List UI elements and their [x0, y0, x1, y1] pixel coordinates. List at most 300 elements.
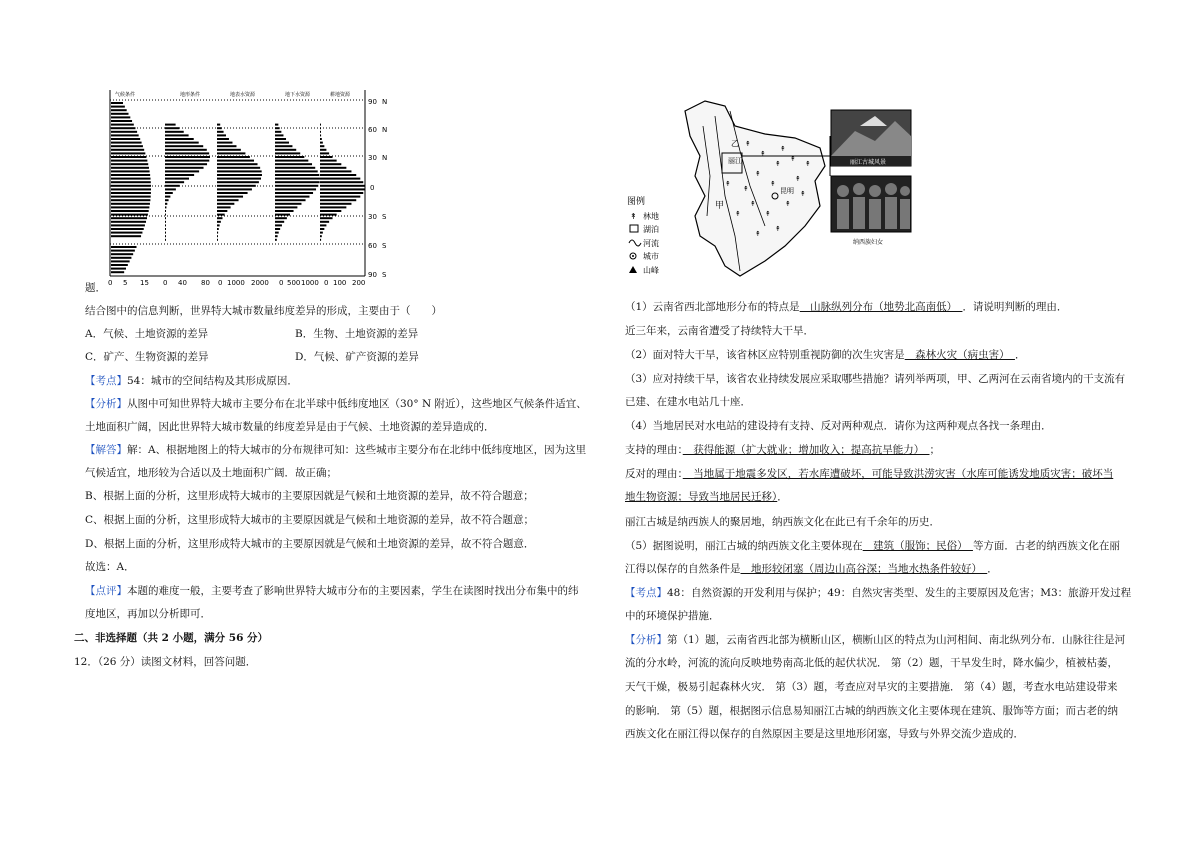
histogram-bar [165, 196, 170, 198]
histogram-bar [111, 145, 143, 147]
forest-icon: ↟ [770, 180, 776, 188]
histogram-bar [111, 170, 150, 172]
histogram-bar [217, 127, 222, 129]
q1-answer: 山脉纵列分布（地势北高南低） [799, 301, 963, 313]
histogram-bar [275, 199, 306, 201]
histogram-bar [165, 188, 176, 190]
forest-icon: ↟ [630, 212, 637, 221]
axis-tick: 100 [333, 279, 347, 287]
histogram-bar [275, 167, 315, 169]
axis-tick: 0 [108, 279, 113, 287]
fenxi-text: 天气干燥，极易引起森林火灾． 第（3）题，考查应对旱灾的主要措施． 第（4）题，考查水电站建设带来 [625, 681, 1118, 693]
histogram-bar [111, 178, 151, 180]
province-outline [685, 101, 825, 276]
histogram-bar [111, 232, 142, 234]
q5-2-suffix: ． [987, 563, 998, 575]
q1-prefix: （1）云南省西北部地形分布的特点是 [625, 301, 800, 313]
kaodian-tag: 【考点】 [625, 587, 667, 599]
fenxi-tag: 【分析】 [625, 634, 667, 646]
forest-icon: ↟ [805, 160, 811, 168]
histogram-bar [275, 163, 312, 165]
lat-label: 60 [368, 242, 377, 250]
fenxi-text: 西族文化在丽江得以保存的自然原因主要是这里地形闭塞，导致与外界交流少造成的． [625, 728, 1024, 740]
question-stub: 题． [85, 282, 106, 294]
histogram-bar [111, 113, 129, 115]
oppose-answer: 地生物资源；导致当地居民迁移） [625, 491, 778, 503]
histogram-bar [217, 206, 231, 208]
q2-prefix: （2）面对特大干旱，该省林区应特别重视防御的次生灾害是 [625, 349, 905, 361]
histogram-bar [165, 134, 189, 136]
lat-label: 90 [368, 98, 377, 106]
q5-line [625, 539, 1120, 553]
histogram-bar [320, 239, 321, 241]
support-prefix: 支持的理由： [625, 444, 683, 456]
histogram-bar [165, 138, 194, 140]
histogram-bar [275, 228, 280, 230]
lat-label: 90 [368, 271, 377, 279]
forest-icon: ↟ [743, 185, 749, 193]
forest-icon: ↟ [750, 200, 756, 208]
histogram-bar [165, 224, 166, 226]
histogram-bar [165, 181, 184, 183]
histogram-bar [111, 246, 137, 248]
question-12: 12．（26 分）读图文材料，回答问题． [74, 656, 257, 668]
histogram-bar [320, 124, 321, 126]
histogram-bar [320, 203, 351, 205]
lat-label: 30 [368, 154, 377, 162]
drought-text: 近三年来，云南省遭受了持续特大干旱． [625, 325, 814, 337]
histogram-bar [275, 221, 284, 223]
q3-text: 已建、在建水电站几十座． [625, 396, 751, 408]
histogram-bar [165, 210, 166, 212]
histogram-bar [111, 224, 145, 226]
q4-text: （4）当地居民对水电站的建设持有支持、反对两种观点．请你为这两种观点各找一条理由． [625, 420, 1052, 432]
axis-tick: 200 [352, 279, 366, 287]
histogram-bar [165, 178, 189, 180]
q5-prefix: （5）据图说明，丽江古城的纳西族文化主要体现在 [625, 540, 863, 552]
forest-icon: ↟ [760, 150, 766, 158]
forest-icon: ↟ [785, 200, 791, 208]
histogram-bar [111, 271, 124, 273]
histogram-bar [275, 239, 277, 241]
fenxi-text: 的影响． 第（5）题，根据图示信息易知丽江古城的纳西族文化主要体现在建筑、服饰等方面；而古老的纳 [625, 705, 1119, 717]
histogram-bar [217, 239, 218, 241]
histogram-bar [217, 217, 223, 219]
naxi-text: 丽江古城是纳西族人的聚居地，纳西族文化在此已有千余年的历史． [625, 516, 940, 528]
forest-icon: ↟ [795, 175, 801, 183]
histogram-bar [275, 131, 281, 133]
histogram-bar [275, 196, 309, 198]
fenxi-text: 流的分水岭，河流的流向反映地势南高北低的起伏状况． 第（2）题，干旱发生时，降水偏少，植被枯萎， [625, 657, 1119, 669]
lat-label: N [382, 126, 388, 134]
histogram-bar [320, 188, 365, 190]
fenxi-tag: 【分析】 [85, 398, 127, 410]
lat-label: 60 [368, 126, 377, 134]
histogram-bar [165, 152, 209, 154]
histogram-bar [165, 160, 209, 162]
histogram-bar [111, 102, 123, 104]
histogram-bar [165, 163, 207, 165]
histogram-bar [111, 221, 146, 223]
histogram-bar [165, 174, 194, 176]
histogram-bar [275, 181, 320, 183]
histogram-bar [320, 235, 322, 237]
histogram-bar [320, 192, 363, 194]
histogram-bar [111, 106, 125, 108]
histogram-bar [165, 192, 173, 194]
axis-tick: 80 [201, 279, 210, 287]
histogram-bar [217, 145, 236, 147]
yunnan-map-figure [625, 96, 925, 286]
photo2-caption: 纳西族妇女 [853, 239, 884, 246]
histogram-bar [111, 214, 148, 216]
histogram-bar [165, 232, 166, 234]
histogram-bar [275, 152, 300, 154]
histogram-bar [320, 210, 341, 212]
histogram-bar [320, 228, 324, 230]
histogram-bar [217, 188, 252, 190]
histogram-bar [217, 196, 243, 198]
oppose-line [625, 467, 1113, 481]
q5-answer: 建筑（服饰；民俗） [862, 540, 973, 552]
lat-label: N [382, 154, 388, 162]
histogram-bar [217, 134, 226, 136]
histogram-bar [165, 170, 199, 172]
axis-tick: 2000 [251, 279, 269, 287]
histogram-bar [320, 217, 333, 219]
lake-icon [630, 225, 638, 232]
q2-suffix: ． [1014, 349, 1026, 361]
axis-tick: 500 [287, 279, 301, 287]
dianping-text: 度地区，再加以分析即可． [85, 608, 211, 620]
histogram-bar [275, 174, 319, 176]
histogram-bar [217, 228, 219, 230]
forest-icon: ↟ [800, 190, 806, 198]
q5-mid: 等方面．古老的纳西族文化在丽 [972, 540, 1120, 552]
histogram-bar [217, 235, 218, 237]
jieda-c: C、根据上面的分析，这里形成特大城市的主要原因就是气候和土地资源的差异，故不符合题意； [85, 514, 535, 526]
support-suffix: ； [929, 444, 940, 456]
forest-icon: ↟ [775, 160, 781, 168]
histogram-bar [217, 163, 258, 165]
histogram-bar [111, 196, 151, 198]
panel-title: 地形条件 [180, 92, 201, 98]
histogram-bar [165, 235, 166, 237]
histogram-bar [275, 178, 320, 180]
q1-suffix: ．请说明判断的理由． [962, 301, 1068, 313]
city-kunming: 昆明 [780, 187, 794, 195]
kaodian-text: 中的环境保护措施． [625, 610, 720, 622]
mountain-peak-icon [629, 266, 637, 273]
q3-text: （3）应对持续干旱，该省农业持续发展应采取哪些措施？请列举两项，甲、乙两河在云南省境内的干支流有 [625, 373, 1126, 385]
q5-2-answer: 地形较闭塞（周边山高谷深；当地水热条件较好） [740, 563, 988, 575]
fenxi-line [625, 633, 1125, 647]
histogram-bar [320, 178, 360, 180]
histogram-bar [275, 235, 278, 237]
histogram-bar [111, 124, 134, 126]
panel-title: 耕地资源 [330, 92, 351, 98]
river-icon [629, 240, 641, 246]
histogram-bar [111, 188, 151, 190]
histogram-bar [111, 250, 135, 252]
latitude-histogram-figure [105, 88, 435, 288]
kaodian-text: 54：城市的空间结构及其形成原因． [127, 375, 298, 387]
oppose-answer: 当地属于地震多发区，若水库遭破坏，可能导致洪涝灾害（水库可能诱发地质灾害；破坏当 [682, 468, 1114, 480]
histogram-bar [275, 160, 308, 162]
jieda-text: 气候适宜，地形较为合适以及土地面积广阔．故正确； [85, 467, 337, 479]
axis-tick: 0 [218, 279, 223, 287]
q5-line-2 [625, 562, 998, 576]
axis-tick: 5 [123, 279, 128, 287]
kaodian-tag: 【考点】 [85, 375, 127, 387]
histogram-bar [275, 138, 286, 140]
histogram-bar [320, 167, 346, 169]
panel-title: 地表水资源 [230, 92, 256, 98]
histogram-bar [111, 235, 141, 237]
histogram-bar [111, 228, 144, 230]
oppose-suffix: ． [777, 491, 788, 503]
histogram-bar [165, 149, 207, 151]
histogram-bar [165, 203, 167, 205]
histogram-bar [320, 152, 329, 154]
histogram-bar [320, 170, 351, 172]
fenxi-line [85, 397, 587, 411]
histogram-bar [165, 221, 166, 223]
histogram-bar [165, 214, 166, 216]
legend-item: 山峰 [643, 266, 659, 275]
q2-line [625, 348, 1025, 362]
option-c: C．矿产、生物资源的差异 [85, 351, 209, 363]
histogram-bar [275, 232, 279, 234]
q5-2-prefix: 江得以保存的自然条件是 [625, 563, 741, 575]
histogram-bar [111, 268, 126, 270]
kaodian-line [625, 586, 1131, 600]
panel-title: 地下水资源 [285, 92, 311, 98]
histogram-bar [320, 142, 323, 144]
lat-label: S [382, 271, 387, 279]
fenxi-text: 第（1）题，云南省西北部为横断山区，横断山区的特点为山河相间、南北纵列分布．山脉往往是河 [667, 634, 1126, 646]
label-yi: 乙 [731, 139, 739, 148]
histogram-bar [275, 210, 294, 212]
histogram-bar [320, 163, 341, 165]
lat-label: S [382, 242, 387, 250]
panel-title: 气候条件 [115, 92, 136, 98]
answer-choice: 故选：A． [85, 561, 135, 573]
histogram-bar [217, 152, 245, 154]
histogram-bar [217, 149, 241, 151]
histogram-bar [111, 142, 142, 144]
forest-icon: ↟ [790, 155, 796, 163]
axis-tick: 0 [324, 279, 329, 287]
histogram-bar [217, 138, 229, 140]
kaodian-text: 48：自然资源的开发利用与保护；49：自然灾害类型、发生的主要原因及危害；M3：旅游开发过程 [667, 587, 1132, 599]
oppose-prefix: 反对的理由： [625, 468, 683, 480]
histogram-bar [217, 174, 262, 176]
histogram-bar [275, 224, 282, 226]
support-answer: 获得能源（扩大就业；增加收入；提高抗旱能力） [682, 444, 930, 456]
section-heading: 二、非选择题（共 2 小题，满分 56 分） [74, 632, 269, 644]
lat-label: 0 [370, 184, 375, 192]
histogram-bar [165, 239, 166, 241]
axis-tick: 15 [140, 279, 149, 287]
dianping-line [85, 584, 579, 598]
histogram-bar [217, 142, 232, 144]
histogram-bar [165, 217, 166, 219]
histogram-bar [111, 257, 131, 259]
histogram-bar [217, 224, 220, 226]
histogram-bar [111, 203, 150, 205]
histogram-bar [111, 120, 132, 122]
histogram-bar [111, 116, 130, 118]
photo1-caption: 丽江古城风景 [850, 159, 887, 166]
lat-label: N [382, 98, 388, 106]
forest-icon: ↟ [765, 210, 771, 218]
histogram-bar [111, 199, 150, 201]
histogram-bar [275, 134, 283, 136]
kaodian-line [85, 374, 298, 388]
histogram-bar [217, 167, 260, 169]
histogram-bar [111, 206, 149, 208]
jieda-line [85, 443, 586, 457]
histogram-bar [275, 124, 278, 126]
forest-icon: ↟ [745, 140, 751, 148]
histogram-bar [111, 181, 151, 183]
histogram-bar [111, 210, 149, 212]
histogram-bar [217, 160, 254, 162]
histogram-bar [217, 214, 225, 216]
histogram-bar [217, 232, 218, 234]
legend-item: 林地 [643, 212, 659, 221]
histogram-bar [111, 260, 130, 262]
histogram-bar [275, 145, 292, 147]
histogram-bar [320, 221, 329, 223]
histogram-bar [217, 210, 227, 212]
histogram-bar [275, 149, 296, 151]
q1-line [625, 300, 1067, 314]
jieda-b: B、根据上面的分析，这里形成特大城市的主要原因就是气候和土地资源的差异，故不符合题意； [85, 490, 534, 502]
histogram-bar [111, 174, 150, 176]
histogram-bar [165, 167, 204, 169]
histogram-bar [111, 163, 148, 165]
histogram-bar [320, 134, 321, 136]
q2-answer: 森林火灾（病虫害） [904, 349, 1015, 361]
histogram-bar [217, 203, 234, 205]
axis-tick: 40 [178, 279, 187, 287]
histogram-bar [111, 149, 144, 151]
dianping-tag: 【点评】 [85, 585, 127, 597]
histogram-bar [165, 206, 166, 208]
histogram-bar [111, 167, 149, 169]
histogram-bar [320, 181, 363, 183]
histogram-bar [320, 232, 323, 234]
histogram-bar [275, 203, 301, 205]
histogram-bar [320, 224, 326, 226]
histogram-bar [320, 138, 322, 140]
axis-tick: 0 [163, 279, 168, 287]
histogram-bar [111, 131, 137, 133]
histogram-bar [275, 142, 289, 144]
histogram-bar [111, 217, 147, 219]
histogram-bar [217, 181, 259, 183]
histogram-bar [111, 134, 139, 136]
histogram-bar [275, 217, 287, 219]
histogram-bar [165, 142, 199, 144]
histogram-bar [320, 131, 321, 133]
lat-label: S [382, 213, 387, 221]
histogram-bar [320, 160, 337, 162]
histogram-bar [275, 192, 313, 194]
histogram-bar [320, 214, 337, 216]
histogram-bar [217, 178, 261, 180]
forest-icon: ↟ [725, 180, 731, 188]
histogram-bar [275, 170, 318, 172]
histogram-bar [111, 192, 151, 194]
histogram-bar [165, 199, 169, 201]
axis-tick: 0 [279, 279, 284, 287]
label-jia: 甲 [715, 201, 725, 211]
histogram-bar [111, 253, 133, 255]
histogram-bar [217, 199, 239, 201]
dianping-text: 本题的难度一般，主要考查了影响世界特大城市分布的主要因素，学生在读图时找出分布集中的纬 [127, 585, 579, 597]
axis-tick: 1000 [227, 279, 245, 287]
legend-title: 图例 [627, 197, 646, 207]
fenxi-text: 从图中可知世界特大城市主要分布在北半球中低纬度地区（30° N 附近），这些地区气候条件适宜、 [127, 398, 587, 410]
histogram-bar [111, 109, 127, 111]
histogram-bar [217, 170, 262, 172]
question-text: 结合图中的信息判断，世界特大城市数量纬度差异的形成，主要由于（ ） [85, 305, 442, 317]
histogram-bar [275, 206, 297, 208]
histogram-bar [217, 124, 220, 126]
option-d: D．气候、矿产资源的差异 [295, 351, 419, 363]
histogram-bar [275, 214, 290, 216]
forest-icon: ↟ [775, 225, 781, 233]
histogram-bar [275, 188, 316, 190]
support-line [625, 443, 940, 457]
histogram-bar [320, 206, 346, 208]
histogram-bar [165, 145, 203, 147]
jieda-text: 解：A、根据地图上的特大城市的分布规律可知：这些城市主要分布在北纬中低纬度地区，因为这里 [127, 444, 587, 456]
legend-item: 城市 [643, 252, 659, 261]
histogram-bar [217, 192, 248, 194]
histogram-bar [217, 131, 224, 133]
histogram-bar [320, 145, 324, 147]
histogram-bar [165, 228, 166, 230]
axis-tick: 1000 [301, 279, 319, 287]
histogram-bar [217, 221, 221, 223]
lat-label: 30 [368, 213, 377, 221]
forest-icon: ↟ [755, 230, 761, 238]
forest-icon: ↟ [735, 210, 741, 218]
option-b: B．生物、土地资源的差异 [295, 328, 419, 340]
histogram-bar [111, 264, 128, 266]
histogram-bar [111, 138, 140, 140]
legend-item: 湖泊 [643, 225, 659, 234]
histogram-bar [320, 149, 326, 151]
jieda-d: D、根据上面的分析，这里形成特大城市的主要原因就是气候和土地资源的差异，故不符合题意． [85, 538, 535, 550]
forest-icon: ↟ [780, 145, 786, 153]
histogram-bar [165, 131, 184, 133]
fenxi-text: 土地面积广阔，因此世界特大城市数量的纬度差异是由于气候、土地资源的差异造成的． [85, 421, 495, 433]
histogram-bar [111, 152, 145, 154]
histogram-bar [320, 196, 360, 198]
jieda-tag: 【解答】 [85, 444, 127, 456]
histogram-bar [111, 160, 147, 162]
histogram-bar [320, 199, 356, 201]
histogram-bar [320, 174, 356, 176]
histogram-bar [165, 124, 176, 126]
city-lijiang: 丽江 [728, 157, 742, 165]
forest-icon: ↟ [755, 170, 761, 178]
